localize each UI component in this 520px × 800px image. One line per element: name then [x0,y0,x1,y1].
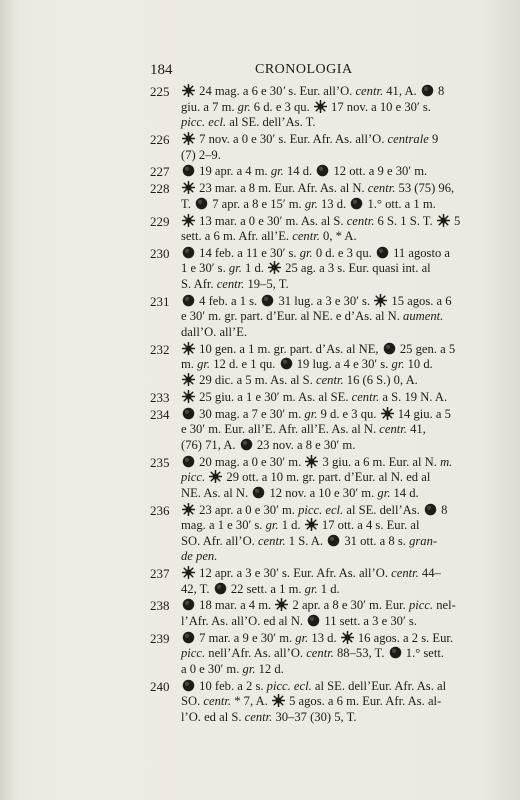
moon-icon [252,486,265,499]
entry-text: 20 mag. a 0 e 30′ m. [196,454,305,469]
entry-number: 236 [150,502,170,518]
sun-icon [182,84,195,97]
entry-text: 14 feb. a 11 e 30′ s. [196,245,300,260]
moon-icon [261,294,274,307]
sun-icon [268,261,281,274]
entry-number: 234 [150,406,170,422]
moon-icon [327,534,340,547]
entry-text: 15 agos. a 6 [388,293,452,308]
sun-icon [182,132,195,145]
entry-text: al SE. dell’As. [343,502,423,517]
entry-line [181,646,512,662]
entry-text: gr. [391,357,405,372]
entry-line [181,407,512,423]
entry-line [181,214,512,230]
entry-234 [150,407,512,454]
entry-line [181,373,512,389]
entry-line [181,710,512,726]
sun-icon [182,503,195,516]
moon-icon [421,84,434,97]
entry-text: m. [440,454,453,469]
entry-line [181,115,512,131]
entry-line [181,598,512,614]
moon-icon [389,646,402,659]
entry-number: 226 [150,131,170,147]
entry-text: centr. [203,694,232,709]
entry-text: 11 agosto a [389,245,450,260]
entry-text: 7 mar. a 9 e 30′ m. [196,630,296,645]
entry-text: gr. [237,99,251,114]
entry-text: centr. [316,373,344,387]
entry-text: 14 giu. a 5 [394,406,451,421]
entry-line [181,325,512,341]
entry-text: 29 ott. a 10 m. gr. part. d’Eur. al N. ed al [223,470,431,485]
entry-number: 231 [150,293,170,309]
entry-text: 3 giu. a 6 m. Eur. al N. [319,454,441,469]
entry-text: 12 d. e 1 qu. [210,357,279,372]
entry-line [181,455,512,471]
entry-text: 22 sett. a 1 m. [227,581,305,596]
entry-text: gr. [304,581,318,596]
entry-text: 25 ag. a 3 s. Eur. quasi int. al [282,261,431,276]
entry-text: (76) 71, A. [181,437,239,452]
entry-text: 6 d. e 3 qu. [250,99,313,114]
entry-text: 31 lug. a 3 e 30′ s. [275,293,374,308]
entry-text: nell’Afr. As. all’O. [205,646,307,661]
entry-235 [150,455,512,502]
entry-line [181,614,512,630]
sun-icon [381,407,394,420]
moon-icon [424,503,437,516]
entry-text: gr. [299,245,313,260]
sun-icon [182,390,195,403]
entry-text: 1.° ott. a 1 m. [364,196,436,211]
entry-text: 23 nov. a 8 e 30′ m. [253,437,356,452]
entry-text: S. Afr. [181,277,217,292]
entry-line [181,357,512,373]
entry-text: picc. ecl. [266,678,312,693]
entry-number: 225 [150,84,170,99]
moon-icon [307,614,320,627]
sun-icon [272,694,285,707]
entry-number: 227 [150,164,170,180]
moon-icon [182,164,195,177]
entry-text: dall’O. all’E. [181,325,248,340]
entry-text: 1 S. A. [285,533,327,548]
entry-line [181,679,512,695]
entry-line [181,503,512,519]
entry-text: gr. [295,630,309,645]
entry-text: gr. [377,485,391,500]
entry-text: 18 mar. a 4 m. [196,598,275,613]
entry-line [181,229,512,245]
entry-text: aument. [403,309,444,324]
moon-icon [316,164,329,177]
entry-text: 41, A. [383,84,420,98]
entry-text: 88–53, T. [333,646,388,661]
entry-text: centr. [379,422,407,437]
page-number: 184 [150,62,173,78]
moon-icon [280,357,293,370]
sun-icon [305,518,318,531]
entry-227 [150,164,512,180]
entry-text: gran- [409,533,438,548]
entry-line [181,84,512,100]
entry-line [181,549,512,565]
entry-text: l’O. ed al S. [181,709,245,724]
entry-text: 12 ott. a 9 e 30′ m. [330,164,428,179]
moon-icon [376,246,389,259]
entry-line [181,100,512,116]
entry-number: 228 [150,181,170,197]
entry-text: al SE. dell’As. T. [226,115,316,130]
entry-text: a 0 e 30′ m. [181,662,243,676]
entry-225 [150,84,512,131]
entry-text: l’Afr. As. all’O. ed al N. [181,614,307,629]
entry-text: centr. [367,181,396,196]
moon-icon [214,582,227,595]
entry-text: 1 d. [278,518,304,533]
entry-text: centr. [216,277,245,292]
entry-text: 5 [450,213,461,228]
sun-icon [182,342,195,355]
entry-text: 25 giu. a 1 e 30′ m. As. al SE. [196,389,352,404]
entry-text: 23 apr. a 0 e 30′ m. [196,502,299,517]
entry-text: 12 nov. a 10 e 30′ m. [266,485,378,500]
entry-text: SO. [181,694,204,709]
moon-icon [350,197,363,210]
entry-line [181,390,512,406]
entry-text: picc. [408,598,434,613]
entry-text: 0, * A. [319,229,357,244]
entry-number: 229 [150,213,170,229]
running-title: CRONOLOGIA [255,62,353,77]
entry-line [181,342,512,358]
entry-236 [150,503,512,565]
moon-icon [240,438,253,451]
entry-line [181,518,512,534]
entry-line [181,164,512,180]
entry-text: gr. [242,662,256,676]
entry-text: 19–5, T. [244,277,289,292]
sun-icon [437,214,450,227]
entry-text: mag. a 1 e 30′ s. [181,518,266,533]
entry-number: 240 [150,678,170,694]
entry-232 [150,342,512,389]
entry-229 [150,214,512,245]
entry-line [181,662,512,678]
entry-number: 230 [150,245,170,261]
entry-text: SO. Afr. all’O. [181,533,258,548]
entry-text: s. Eur. all’O. [285,84,356,98]
entry-text: 10 feb. a 2 s. [196,678,267,693]
entry-text: picc. [181,470,206,485]
entry-line [181,261,512,277]
entry-226 [150,132,512,163]
moon-icon [182,246,195,259]
entry-number: 238 [150,598,170,614]
entry-text: 1 e 30′ s. [181,261,229,276]
entry-text: de pen. [181,549,218,564]
entry-text: 5 agos. a 6 m. Eur. Afr. As. al- [285,694,442,709]
entry-text: 2 apr. a 8 e 30′ m. Eur. [289,598,409,613]
entry-text: 13 d. [317,196,350,211]
entry-text: 41, [406,422,426,437]
entry-text: centrale [387,131,429,146]
entry-text: 8 [437,502,448,517]
entry-line [181,246,512,262]
entry-239 [150,631,512,678]
entry-231 [150,294,512,341]
moon-icon [182,631,195,644]
entry-text: centr. [346,213,375,228]
entry-text: 0 d. e 3 qu. [312,245,375,260]
entry-line [181,631,512,647]
entry-text: 10 gen. a 1 m. gr. part. d’As. al NE, [196,341,382,356]
moon-icon [182,407,195,420]
entry-text: al SE. dell’Eur. Afr. As. al [311,678,447,693]
entry-text: 12 apr. a 3 e 30′ s. Eur. Afr. As. all’O. [196,566,392,581]
moon-icon [182,598,195,611]
entry-line [181,277,512,293]
entry-text: centr. [292,229,320,244]
entry-text: 8 [434,84,445,98]
entry-238 [150,598,512,629]
entry-line [181,582,512,598]
entry-line [181,470,512,486]
entry-text: gr. [304,196,318,211]
entry-line [181,438,512,454]
entry-text: centr. [257,533,286,548]
chronology-entries [150,84,512,727]
entry-text: 4 feb. a 1 s. [196,293,261,308]
sun-icon [209,470,222,483]
entry-240 [150,679,512,726]
entry-text: 6 S. 1 S. T. [374,213,436,228]
entry-230 [150,246,512,293]
entry-text: 30–37 (30) 5, T. [272,709,357,724]
entry-text: 12 d. [255,662,284,676]
sun-icon [182,214,195,227]
entry-line [181,486,512,502]
entry-text: 42, T. [181,581,213,596]
sun-icon [341,631,354,644]
sun-icon [305,455,318,468]
entry-text: centr. [391,566,419,581]
entry-text: 17 ott. a 4 s. Eur. al [318,518,420,533]
entry-text: picc. ecl. [298,502,344,517]
moon-icon [195,197,208,210]
entry-text: picc. ecl. [181,115,227,130]
entry-text: 10 d. [404,357,433,372]
entry-text: centr. [351,389,380,404]
entry-line [181,694,512,710]
entry-text: gr. [197,357,211,372]
entry-line [181,566,512,582]
entry-text: 1 d. [317,581,340,596]
entry-text: 9 [428,131,439,146]
entry-line [181,148,512,164]
entry-number: 239 [150,630,170,646]
moon-icon [182,455,195,468]
entry-text: 11 sett. a 3 e 30′ s. [321,614,417,629]
entry-line [181,422,512,438]
entry-text: e 30′ m. Eur. all’E. Afr. all’E. As. al N. [181,422,380,437]
entry-number: 235 [150,454,170,470]
entry-line [181,197,512,213]
entry-text: 7 apr. a 8 e 15′ m. [209,196,305,211]
entry-line [181,294,512,310]
entry-number: 232 [150,341,170,357]
entry-text: 44– [418,566,441,581]
entry-text: giu. a 7 m. [181,99,238,114]
entry-text: 53 (75) 96, [395,181,455,196]
entry-number: 233 [150,389,170,405]
entry-text: 9 d. e 3 qu. [317,406,380,421]
entry-text: m. [181,357,198,372]
entry-text: 14 d. [390,485,419,500]
entry-text: 29 dic. a 5 m. As. al S. [196,373,316,387]
entry-text: gr. [228,261,242,276]
entry-text: 13 mar. a 0 e 30′ m. As. al S. [196,213,347,228]
entry-text: nel- [433,598,456,613]
entry-text: gr. [304,406,318,421]
entry-line [181,534,512,550]
entry-text: sett. a 6 m. Afr. all’E. [181,229,293,244]
entry-text: 1 d. [241,261,268,276]
entry-text: 23 mar. a 8 m. Eur. Afr. As. al N. [196,181,368,196]
entry-text: 25 gen. a 5 [396,341,456,356]
entry-text: 31 ott. a 8 s. [341,533,410,548]
entry-line [181,132,512,148]
entry-text: 24 mag. a 6 e 30 [196,84,283,98]
entry-text: 1.° sett. [402,646,445,661]
sun-icon [374,294,387,307]
entry-text: e 30′ m. gr. part. d’Eur. al NE. e d’As. al N. [181,309,404,324]
sun-icon [314,100,327,113]
sun-icon [182,373,195,386]
entry-text: 16 agos. a 2 s. Eur. [354,630,454,645]
entry-text [205,470,208,484]
entry-text: 16 (6 S.) 0, A. [343,373,418,387]
entry-text: (7) 2–9. [181,147,221,162]
entry-text: gr. [270,164,284,179]
entry-text: a S. 19 N. A. [379,389,448,404]
entry-text: NE. As. al N. [181,485,252,500]
entry-text: T. [181,196,195,211]
entry-text: centr. [306,646,334,661]
entry-text: 7 nov. a 0 e 30′ s. Eur. Afr. As. all’O. [196,131,388,146]
entry-text: centr. [355,84,384,98]
sun-icon [182,566,195,579]
entry-text: 13 d. [308,630,340,645]
moon-icon [182,679,195,692]
entry-text: 30 mag. a 7 e 30′ m. [196,406,305,421]
entry-text: gr. [265,518,279,533]
entry-text: 19 lug. a 4 e 30′ s. [293,357,392,372]
entry-228 [150,181,512,212]
entry-text: centr. [244,709,273,724]
moon-icon [182,294,195,307]
entry-237 [150,566,512,597]
entry-line [181,309,512,325]
page-header [150,62,372,82]
sun-icon [275,598,288,611]
entry-text: * 7, A. [231,694,271,709]
entry-text: ′ [282,84,286,98]
entry-text: 17 nov. a 10 e 30′ s. [327,99,431,114]
entry-line [181,181,512,197]
moon-icon [383,342,396,355]
entry-233 [150,390,512,406]
entry-text: 14 d. [283,164,316,179]
entry-number: 237 [150,566,170,582]
entry-text: 19 apr. a 4 m. [196,164,271,179]
sun-icon [182,181,195,194]
entry-text: picc. [181,646,206,661]
